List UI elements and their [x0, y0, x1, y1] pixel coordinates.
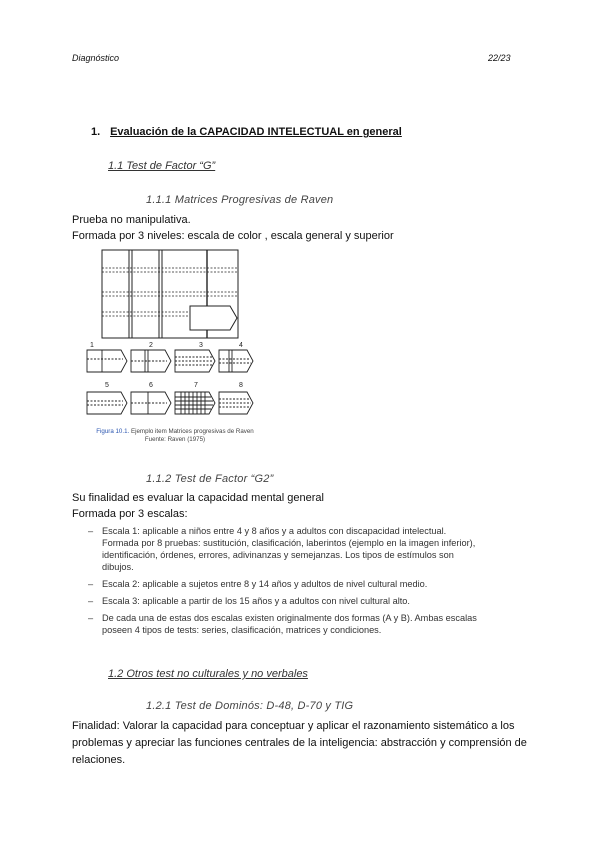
option-piece-1 — [87, 350, 127, 372]
section-heading — [91, 126, 402, 138]
raven-line-1: Prueba no manipulativa. — [72, 214, 191, 226]
g2-line-1: Su finalidad es evaluar la capacidad mental general — [72, 492, 324, 504]
option-piece-8 — [219, 392, 253, 414]
figure-caption-source: Fuente: Raven (1975) — [144, 436, 206, 443]
option-number-6: 6 — [149, 382, 153, 389]
raven-line-2: Formada por 3 niveles: escala de color , escala general y superior — [72, 230, 394, 242]
option-piece-2 — [131, 350, 171, 372]
subsection-title-factor-g: 1.1 Test de Factor “G” — [108, 160, 216, 172]
raven-matrix-figure — [85, 246, 255, 428]
option-number-5: 5 — [105, 382, 109, 389]
figure-caption — [80, 428, 270, 444]
subsubsection-title-g2: 1.1.2 Test de Factor “G2” — [146, 473, 274, 485]
list-item: – Escala 3: aplicable a partir de los 15 años y a adultos con nivel cultural alto. — [84, 595, 482, 607]
subsubsection-title-domino: 1.2.1 Test de Dominós: D-48, D-70 y TIG — [146, 700, 354, 712]
list-item: – Escala 1: aplicable a niños entre 4 y 8 años y a adultos con discapacidad intelectual. Formada por 8 pruebas: sustitución, clasificación, laberintos (ejemplo en la imagen inferior), identificación, órdenes, errores, adivinanzas y semejanzas. Los tipos de estímulos son dibujos. — [84, 525, 482, 573]
figure-caption-label: Figura 10.1. — [96, 428, 130, 435]
domino-paragraph: Finalidad: Valorar la capacidad para conceptuar y aplicar el razonamiento sistemático a los problemas y apreciar las funciones centrales de la inteligencia: abstracción y comprensión de relaciones. — [72, 720, 527, 766]
section-title: Evaluación de la CAPACIDAD INTELECTUAL en general — [110, 126, 402, 138]
figure-caption-text: Ejemplo item Matrices progresivas de Raven — [130, 428, 254, 435]
section-number: 1. — [91, 126, 101, 138]
option-piece-6 — [131, 392, 171, 414]
option-number-8: 8 — [239, 382, 243, 389]
option-piece-7 — [175, 392, 215, 414]
header-page-number: 22/23 — [488, 53, 511, 63]
list-item: – De cada una de estas dos escalas existen originalmente dos formas (A y B). Ambas escalas poseen 4 tipos de tests: series, clasificación, matrices y condiciones. — [84, 612, 482, 636]
option-number-2: 2 — [149, 342, 153, 349]
subsection-title-other-tests: 1.2 Otros test no culturales y no verbales — [108, 668, 308, 680]
option-piece-5 — [87, 392, 127, 414]
list-item: – Escala 2: aplicable a sujetos entre 8 y 14 años y adultos de nivel cultural medio. — [84, 578, 482, 590]
subsubsection-title-raven: 1.1.1 Matrices Progresivas de Raven — [146, 194, 334, 206]
header-section-title: Diagnóstico — [72, 53, 120, 63]
option-piece-3 — [175, 350, 215, 372]
g2-scales-list — [84, 525, 482, 641]
option-number-1: 1 — [90, 342, 94, 349]
g2-line-2: Formada por 3 escalas: — [72, 508, 188, 520]
option-number-3: 3 — [199, 342, 203, 349]
option-piece-4 — [219, 350, 253, 372]
option-number-7: 7 — [194, 382, 198, 389]
option-number-4: 4 — [239, 342, 243, 349]
raven-main-matrix — [102, 250, 238, 338]
